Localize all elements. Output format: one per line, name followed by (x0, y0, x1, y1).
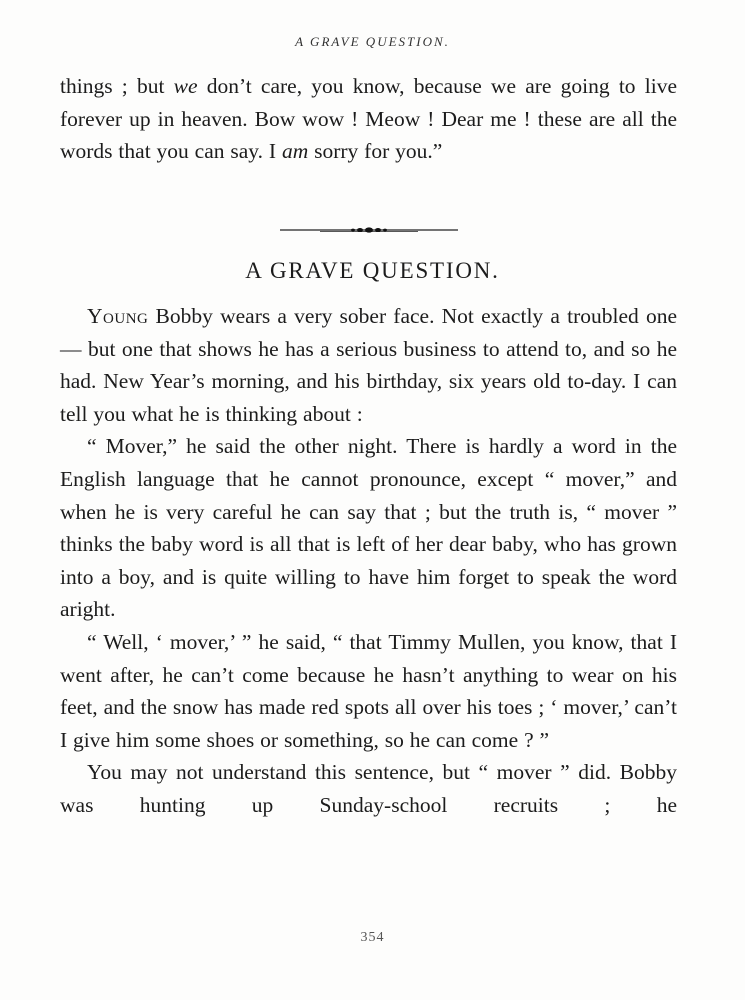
continuation-part-3: sorry for you.” (308, 139, 443, 164)
story-body (60, 300, 677, 822)
continuation-part-2: don’t care, you know, because we are going to live forever up in heaven. Bow wow ! Meow ! Dear me ! these are all the words that you can say. I (60, 74, 677, 164)
story-paragraph-3: “ Well, ‘ mover,’ ” he said, “ that Timmy Mullen, you know, that I went after, he can’t come because he hasn’t anything to wear on his feet, and the snow has made red spots all over his toes ; ‘ mover,’ can’t I give him some shoes or something, so he can come ? ” (60, 629, 677, 752)
continuation-emphasis-am: am (281, 139, 309, 164)
continuation-text (60, 70, 677, 168)
running-head: A GRAVE QUESTION. (295, 34, 450, 49)
story-paragraph-1 (60, 300, 677, 430)
story-paragraph-2: “ Mover,” he said the other night. There is hardly a word in the English language that he cannot pronounce, except “ mover,” and when he is very careful he can say that ; but the truth is, “ mover ” thinks the baby word is all that is left of her dear baby, who has grown into a boy, and is quite willing to have him forget to speak the word aright. (60, 434, 677, 622)
story-lead-word: Young (87, 304, 149, 328)
section-divider-ornament (280, 223, 458, 237)
continuation-paragraph (60, 70, 677, 168)
continuation-emphasis-we: we (173, 74, 198, 98)
page-number: 354 (360, 930, 385, 945)
story-paragraph-4: You may not understand this sentence, but “ mover ” did. Bobby was hunting up Sunday-school recruits ; he (60, 760, 677, 817)
story-paragraph-1-text: Bobby wears a very sober face. Not exactly a troubled one — but one that shows he has a serious business to attend to, and so he had. New Year’s morning, and his birthday, six years old to-day. I can tell you what he is thinking about : (60, 304, 677, 426)
chapter-title: A GRAVE QUESTION. (245, 258, 500, 283)
continuation-part-1: things ; but (60, 74, 174, 98)
